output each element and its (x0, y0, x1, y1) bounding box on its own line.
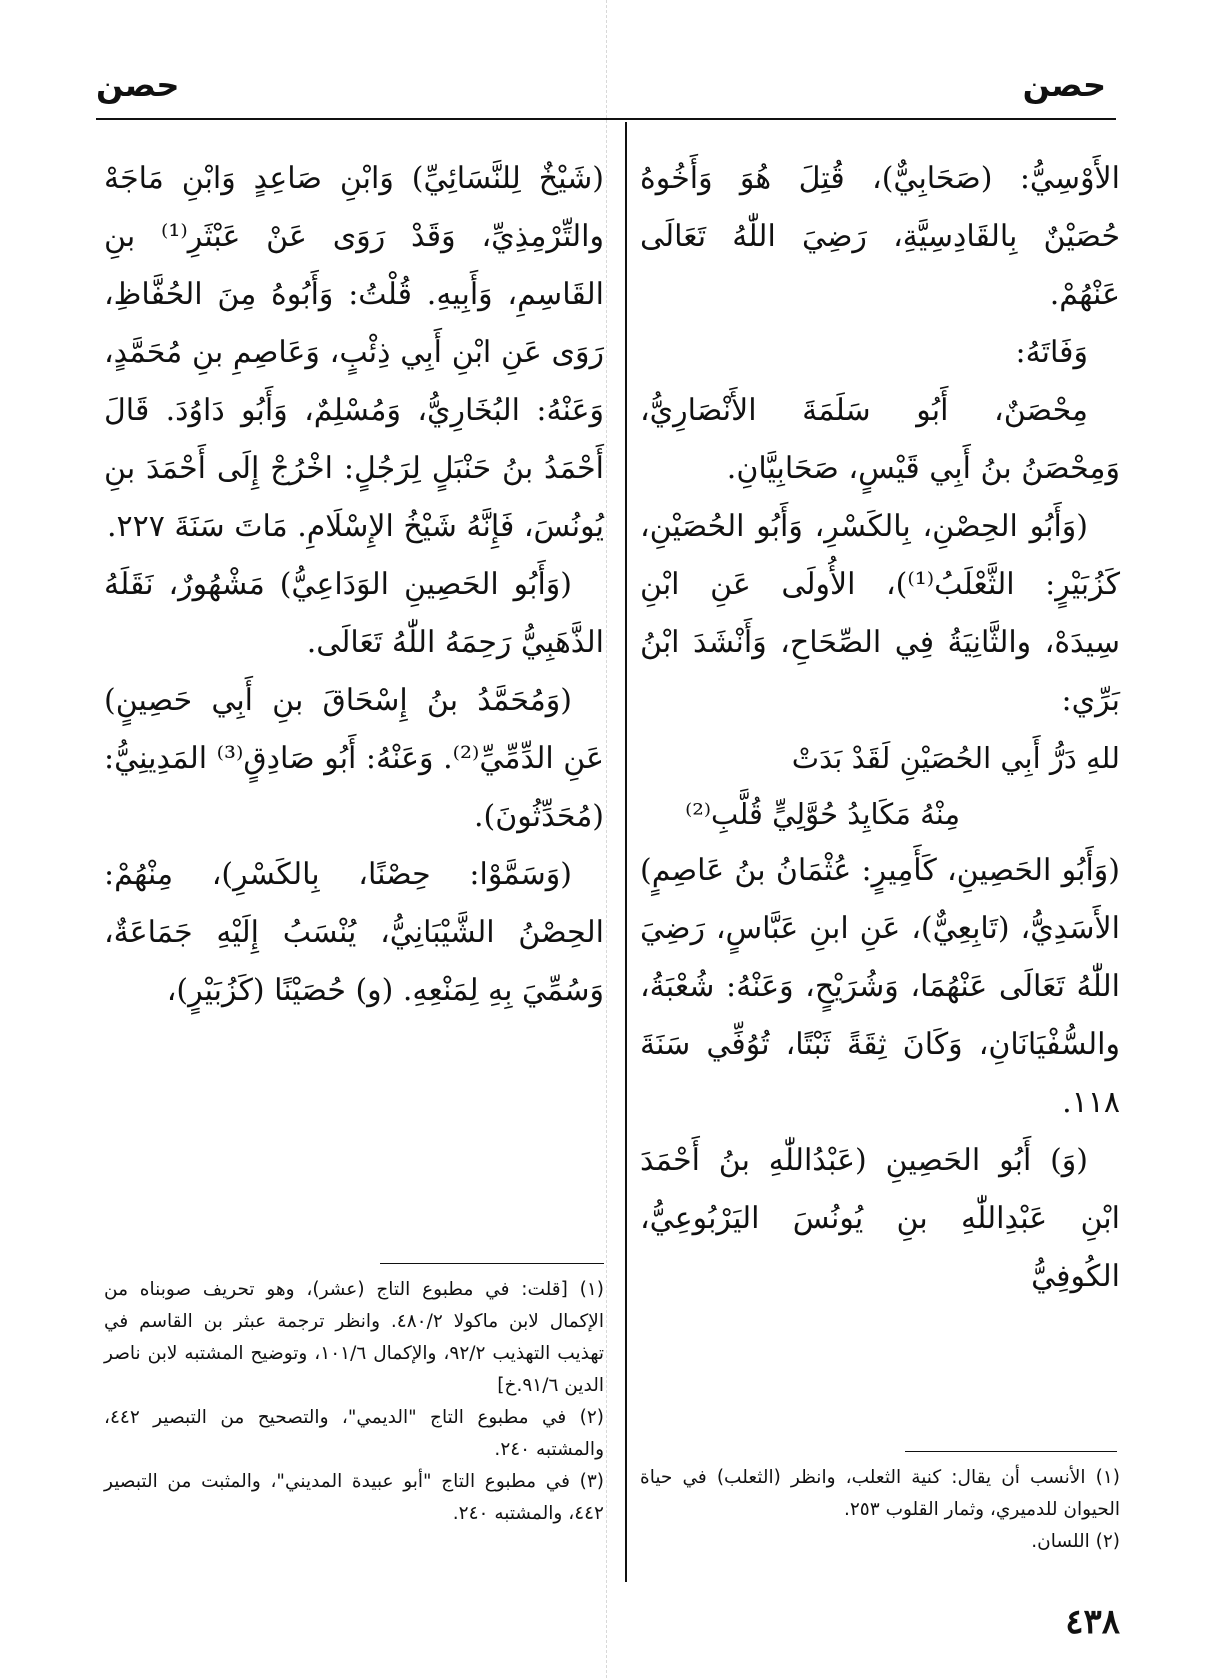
verse-line: مِنْهُ مَكَايِدُ حُوَّلِيٍّ قُلَّبِ⁽²⁾ (685, 797, 960, 831)
paragraph: (شَيْخٌ لِلنَّسَائِيِّ) وَابْنِ صَاعِدٍ وَابْنِ مَاجَهْ والتِّرْمِذِيِّ، وَقَدْ رَوَى عَنْ عَبْثَرِ⁽¹⁾ بنِ القَاسِمِ، وَأَبِيهِ. قُلْتُ: وَأَبُوهُ مِنَ الحُفَّاظِ، رَوَى عَنِ ابْنِ أَبِي ذِئْبٍ، وَعَاصِمِ بنِ مُحَمَّدٍ، وَعَنْهُ: البُخَارِيُّ، وَمُسْلِمٌ، وَأَبُو دَاوُدَ. قَالَ أَحْمَدُ بنُ حَنْبَلٍ لِرَجُلٍ: اخْرُجْ إِلَى أَحْمَدَ بنِ يُونُسَ، فَإِنَّهُ شَيْخُ الإِسْلَامِ. مَاتَ سَنَةَ ٢٢٧. (104, 161, 604, 544)
paragraph: (وَأَبُو الحَصِينِ الوَدَاعِيُّ) مَشْهُورٌ، نَقَلَهُ الذَّهَبِيُّ رَحِمَهُ اللّٰهُ تَعَالَى. (104, 567, 604, 660)
left-footnotes (104, 1274, 604, 1530)
column-divider (625, 122, 627, 1582)
paragraph: (وَأَبُو الحَصِينِ، كَأَمِيرٍ: عُثْمَانُ بنُ عَاصِمٍ) الأَسَدِيُّ، (تَابِعِيٌّ)، عَنِ ابنِ عَبَّاسٍ، رَضِيَ اللّٰهُ تَعَالَى عَنْهُمَا، وَشُرَيْحٍ، وَعَنْهُ: شُعْبَةُ، والسُّفْيَانَانِ، وَكَانَ ثِقَةً ثَبْتًا، تُوُفِّي سَنَةَ ١١٨. (640, 853, 1120, 1120)
page-number: ٤٣٨ (1065, 1602, 1120, 1642)
paragraph: (وَ) أَبُو الحَصِينِ (عَبْدُاللّٰهِ بنُ أَحْمَدَ ابْنِ عَبْدِاللّٰهِ بنِ يُونُسَ اليَرْبُوعِيُّ، الكُوفِيُّ (640, 1143, 1120, 1294)
right-footnotes (640, 1462, 1120, 1558)
left-column (104, 150, 604, 1020)
right-column (640, 150, 1120, 1306)
header-left-word: حصن (96, 66, 180, 104)
header-rule (96, 118, 1116, 120)
paragraph: (وَأَبُو الحِصْنِ، بِالكَسْرِ، وَأَبُو الحُصَيْنِ، كَزُبَيْرٍ: الثَّعْلَبُ⁽¹⁾)، الأُولَى عَنِ ابْنِ سِيدَهْ، والثَّانِيَةُ فِي الصِّحَاحِ، وَأَنْشَدَ ابْنُ بَرِّي: (640, 509, 1120, 718)
footnote: (٣) في مطبوع التاج "أبو عبيدة المديني"، والمثبت من التبصير ٤٤٢، والمشتبه ٢٤٠. (104, 1471, 604, 1524)
paragraph: (وَمُحَمَّدُ بنُ إِسْحَاقَ بنِ أَبِي حَصِينٍ) عَنِ الدِّمِّيِّ⁽²⁾. وَعَنْهُ: أَبُو صَادِقٍ⁽³⁾ المَدِينِيُّ: (مُحَدِّثُونَ). (104, 683, 604, 834)
running-header (96, 58, 1116, 118)
footnote: (٢) في مطبوع التاج "الديمي"، والتصحيح من التبصير ٤٤٢، والمشتبه ٢٤٠. (104, 1407, 604, 1460)
paragraph: (وَسَمَّوْا: حِصْنًا، بِالكَسْرِ)، مِنْهُمْ: الحِصْنُ الشَّيْبَانِيُّ، يُنْسَبُ إِلَيْهِ جَمَاعَةٌ، وَسُمِّيَ بِهِ لِمَنْعِهِ. (و) حُصَيْنًا (كَزُبَيْرٍ)، (104, 857, 604, 1008)
footnote: (٢) اللسان. (1031, 1531, 1120, 1552)
header-right-word: حصن (1022, 66, 1106, 104)
footnote: (١) الأنسب أن يقال: كنية الثعلب، وانظر (الثعلب) في حياة الحيوان للدميري، وثمار القلوب ٢٥٣. (640, 1467, 1120, 1520)
footnote-rule (380, 1263, 604, 1264)
paragraph: وَفَاتَهُ: (1015, 335, 1088, 370)
footnote: (١) [قلت: في مطبوع التاج (عشر)، وهو تحريف صوبناه من الإكمال لابن ماكولا ٤٨٠/٢. وانظر ترجمة عبثر بن القاسم في تهذيب التهذيب ٩٢/٢، والإكمال ١٠١/٦، وتوضيح المشتبه لابن ناصر الدين ٩١/٦.خ] (104, 1279, 604, 1396)
footnote-rule (905, 1451, 1117, 1452)
paragraph: مِحْصَنٌ، أَبُو سَلَمَةَ الأَنْصَارِيُّ، وَمِحْصَنُ بنُ أَبِي قَيْسٍ، صَحَابِيَّانِ. (640, 393, 1120, 486)
scan-fold-line (606, 0, 607, 1678)
paragraph: الأَوْسِيُّ: (صَحَابِيٌّ)، قُتِلَ هُوَ وَأَخُوهُ حُصَيْنٌ بِالقَادِسِيَّةِ، رَضِيَ اللّٰهُ تَعَالَى عَنْهُمْ. (640, 161, 1120, 312)
verse-line: للهِ دَرُّ أَبِي الحُصَيْنِ لَقَدْ بَدَتْ (791, 741, 1120, 775)
